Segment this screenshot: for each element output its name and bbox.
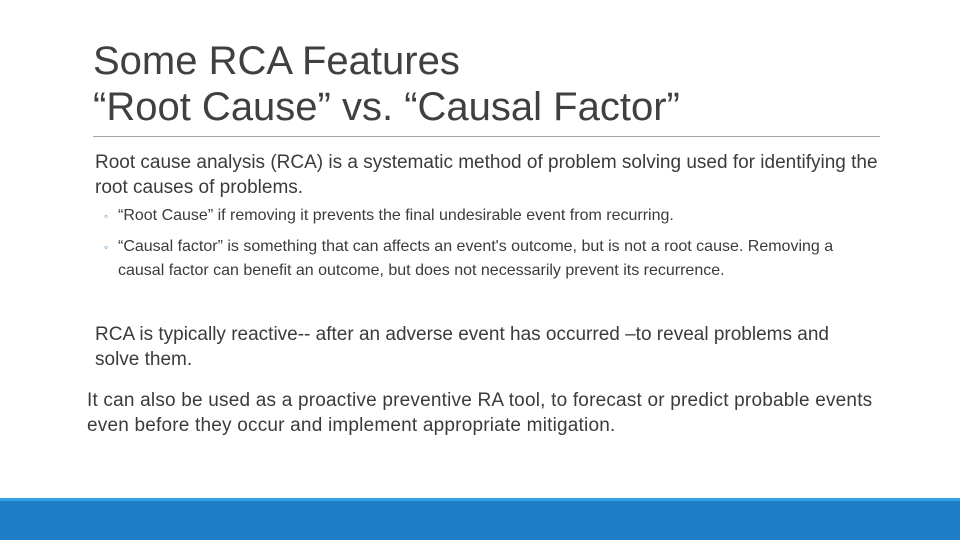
title-divider bbox=[93, 136, 880, 137]
rca-definition-paragraph: Root cause analysis (RCA) is a systematic method of problem solving used for identifying the root causes of problems. bbox=[95, 152, 878, 198]
rca-reactive-paragraph: RCA is typically reactive-- after an adverse event has occurred –to reveal problems and solve them. bbox=[95, 324, 829, 370]
slide-title bbox=[93, 38, 680, 130]
footer-bar bbox=[0, 498, 960, 540]
rca-proactive-paragraph: It can also be used as a proactive preventive RA tool, to forecast or predict probable events even before they occur and implement appropriate mitigation. bbox=[87, 390, 873, 436]
sub-bullet-list bbox=[104, 204, 874, 290]
slide-title-line-1: Some RCA Features bbox=[93, 39, 460, 83]
bullet-causal-factor bbox=[104, 235, 874, 283]
footer-accent-line bbox=[0, 498, 960, 501]
bullet-root-cause-text: “Root Cause” if removing it prevents the final undesirable event from recurring. bbox=[118, 207, 674, 224]
bullet-root-cause bbox=[104, 204, 874, 228]
slide-title-line-2: “Root Cause” vs. “Causal Factor” bbox=[93, 85, 680, 129]
bullet-causal-factor-text: “Causal factor” is something that can affects an event's outcome, but is not a root cause. Removing a causal factor can benefit an outcome, but does not necessarily prevent its recurrence. bbox=[118, 238, 834, 279]
bullet-marker-icon: ◦ bbox=[104, 240, 109, 254]
bullet-marker-icon: ◦ bbox=[104, 209, 109, 223]
